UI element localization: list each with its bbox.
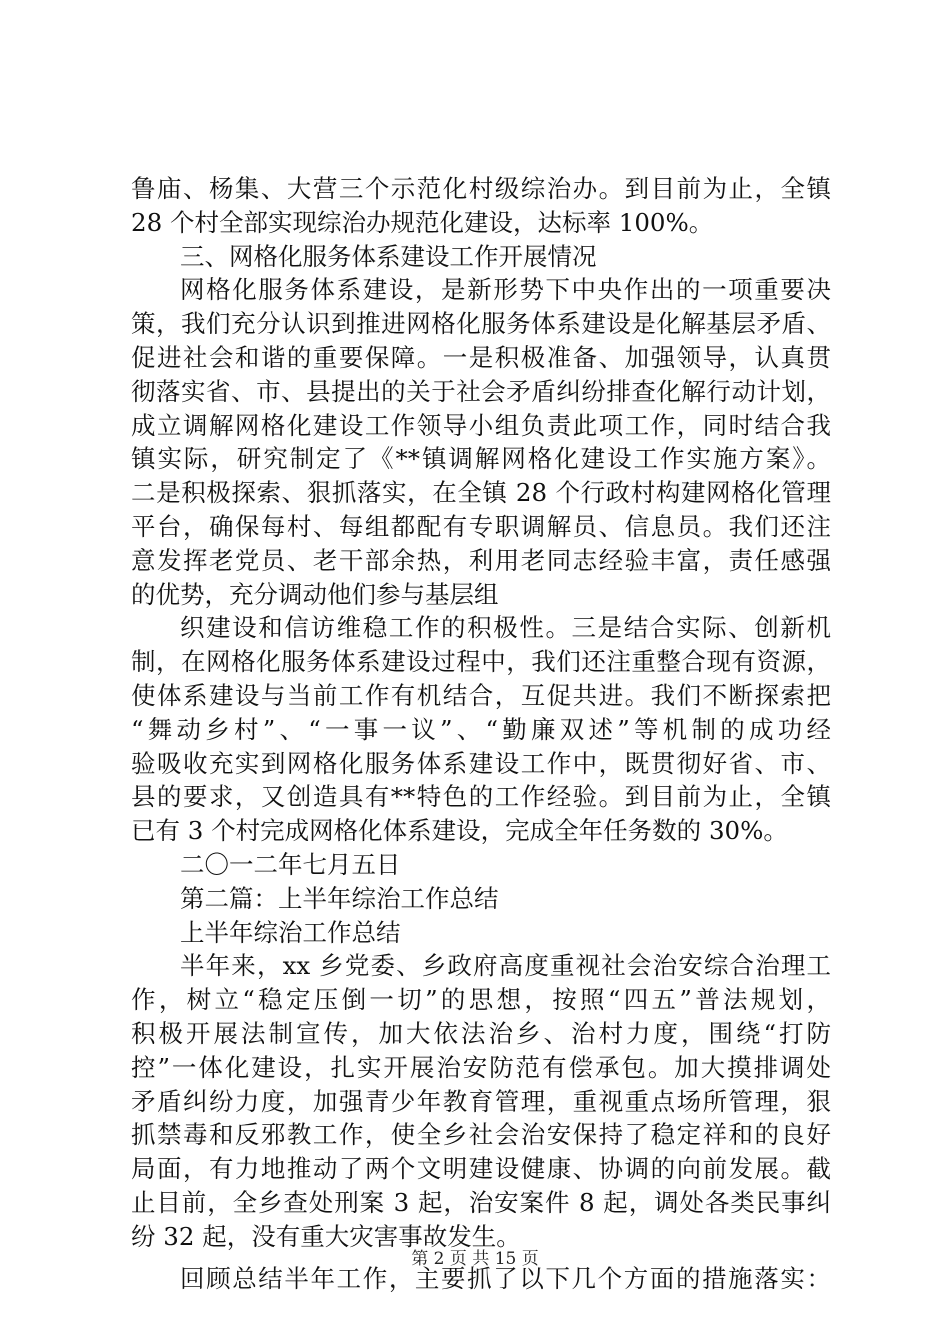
paragraph-line: 成立调解网格化建设工作领导小组负责此项工作，同时结合我: [131, 410, 831, 440]
paragraph-line: 抓禁毒和反邪教工作，使全乡社会治安保持了稳定祥和的良好: [131, 1120, 831, 1150]
article-title: 上半年综治工作总结: [180, 917, 401, 947]
paragraph-line: 积极开展法制宣传，加大依法治乡、治村力度，围绕“打防: [131, 1018, 831, 1048]
document-body: [131, 172, 831, 1295]
paragraph-line: 局面，有力地推动了两个文明建设健康、协调的向前发展。截: [131, 1154, 831, 1184]
paragraph-line: 已有 3 个村完成网格化体系建设，完成全年任务数的 30%。: [131, 816, 788, 846]
paragraph-line: 彻落实省、市、县提出的关于社会矛盾纠纷排查化解行动计划，: [131, 376, 831, 406]
paragraph-line: 鲁庙、杨集、大营三个示范化村级综治办。到目前为止，全镇: [131, 174, 831, 203]
paragraph-line: 二是积极探索、狠抓落实，在全镇 28 个行政村构建网格化管理: [131, 478, 831, 508]
chapter-heading: 第二篇：上半年综治工作总结: [180, 883, 499, 913]
paragraph-line: 策，我们充分认识到推进网格化服务体系建设是化解基层矛盾、: [131, 309, 831, 339]
paragraph-line: 镇实际，研究制定了《**镇调解网格化建设工作实施方案》。: [131, 444, 831, 474]
paragraph-line: 半年来，xx 乡党委、乡政府高度重视社会治安综合治理工: [180, 951, 831, 981]
paragraph-line: 作，树立“稳定压倒一切”的思想，按照“四五”普法规划，: [131, 985, 831, 1015]
paragraph-line: 控”一体化建设，扎实开展治安防范有偿承包。加大摸排调处: [131, 1052, 831, 1082]
paragraph-line: 制，在网格化服务体系建设过程中，我们还注重整合现有资源，: [131, 647, 831, 677]
paragraph-line: 28 个村全部实现综治办规范化建设，达标率 100%。: [131, 207, 714, 237]
paragraph-line: 纷 32 起，没有重大灾害事故发生。: [131, 1221, 521, 1251]
paragraph-line: 网格化服务体系建设，是新形势下中央作出的一项重要决: [180, 275, 831, 305]
paragraph-line: “舞动乡村”、“一事一议”、“勤廉双述”等机制的成功经: [131, 714, 831, 744]
date-line: 二〇一二年七月五日: [180, 849, 401, 879]
paragraph-line: 县的要求，又创造具有**特色的工作经验。到目前为止，全镇: [131, 782, 831, 812]
paragraph-line: 织建设和信访维稳工作的积极性。三是结合实际、创新机: [180, 613, 831, 643]
section-heading: 三、网格化服务体系建设工作开展情况: [180, 241, 597, 271]
paragraph-line: 矛盾纠纷力度，加强青少年教育管理，重视重点场所管理，狠: [131, 1086, 831, 1116]
paragraph-line: 回顾总结半年工作，主要抓了以下几个方面的措施落实：: [180, 1263, 831, 1293]
paragraph-line: 的优势，充分调动他们参与基层组: [131, 579, 499, 609]
paragraph-line: 意发挥老党员、老干部余热，利用老同志经验丰富，责任感强: [131, 545, 831, 575]
paragraph-line: 止目前，全乡查处刑案 3 起，治安案件 8 起，调处各类民事纠: [131, 1187, 831, 1217]
paragraph-line: 验吸收充实到网格化服务体系建设工作中，既贯彻好省、市、: [131, 748, 831, 778]
paragraph-line: 使体系建设与当前工作有机结合，互促共进。我们不断探索把: [131, 680, 831, 710]
page-footer: 第 2 页 共 15 页: [411, 1249, 539, 1269]
paragraph-line: 促进社会和谐的重要保障。一是积极准备、加强领导，认真贯: [131, 342, 831, 372]
paragraph-line: 平台，确保每村、每组都配有专职调解员、信息员。我们还注: [131, 511, 831, 541]
